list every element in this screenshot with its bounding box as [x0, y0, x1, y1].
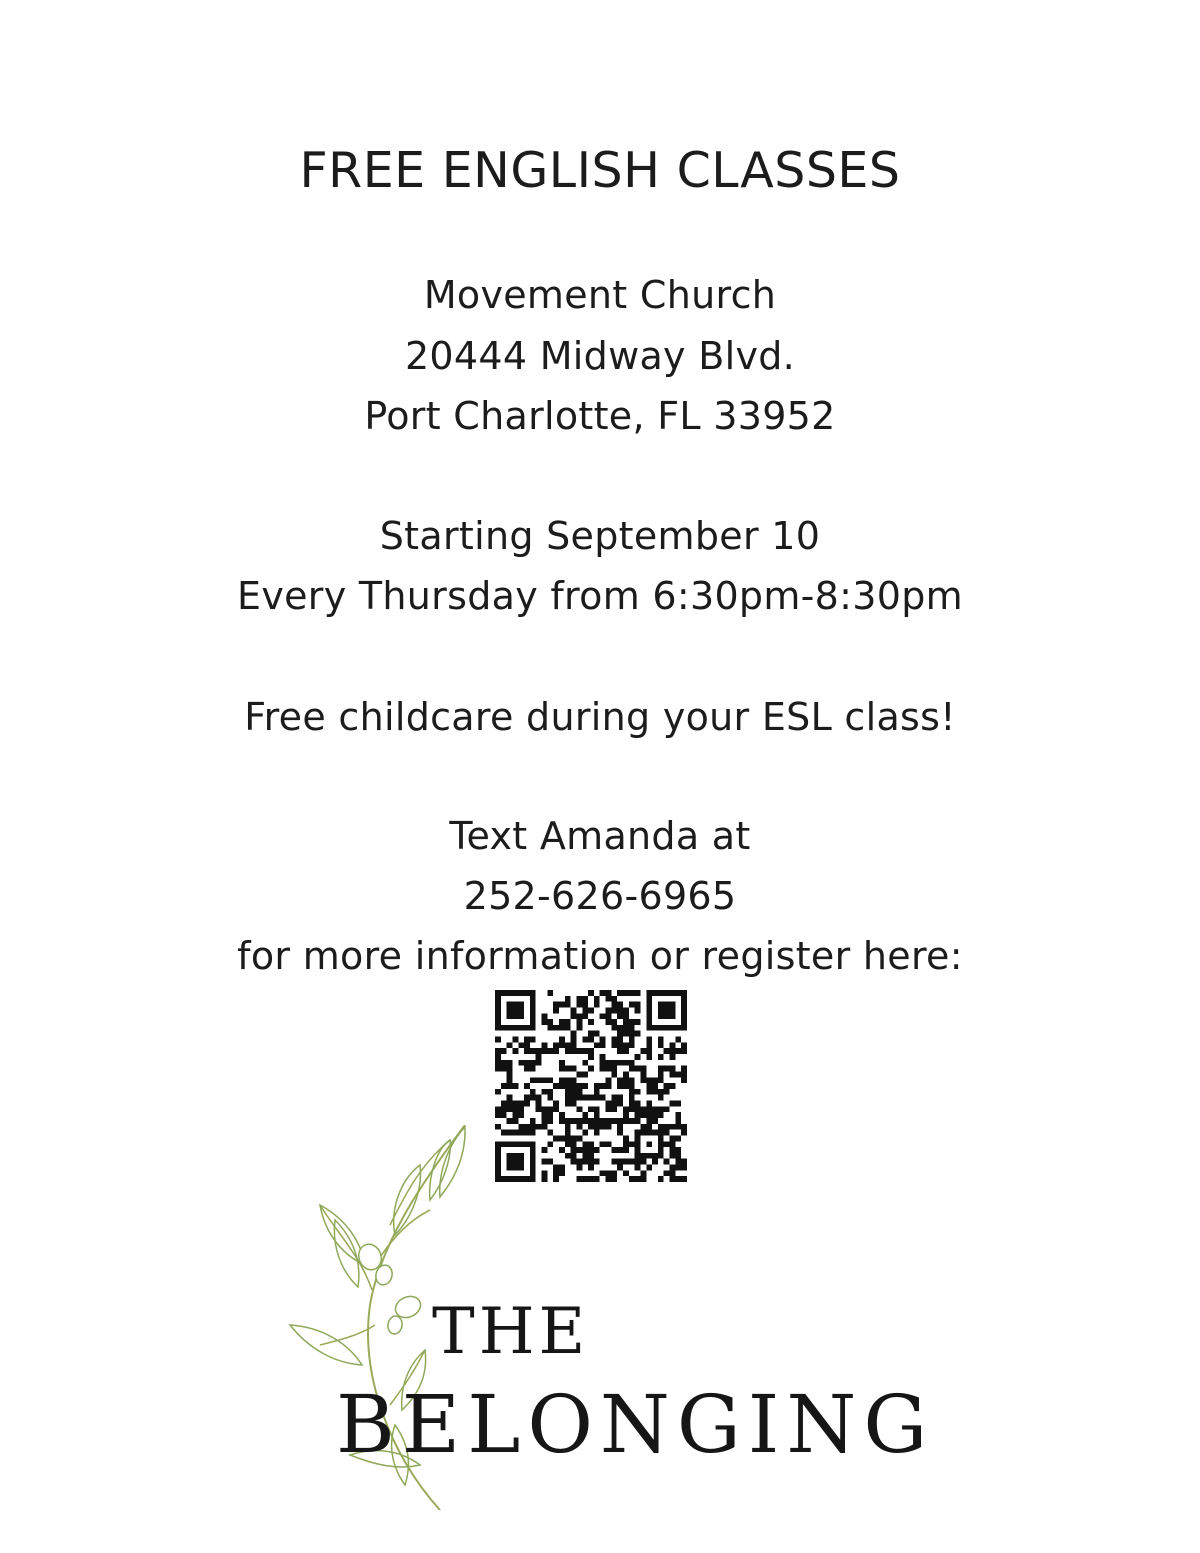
contact-text: Text Amanda at: [449, 814, 751, 858]
logo-belonging: BELONGING: [336, 1378, 935, 1471]
flyer-title: FREE ENGLISH CLASSES: [299, 141, 901, 199]
location-city: Port Charlotte, FL 33952: [364, 394, 836, 438]
contact-phone: 252-626-6965: [463, 874, 737, 918]
schedule-start: Starting September 10: [379, 514, 821, 558]
schedule-time: Every Thursday from 6:30pm-8:30pm: [237, 574, 963, 618]
location-street: 20444 Midway Blvd.: [404, 334, 796, 378]
qr-code-icon[interactable]: [495, 990, 687, 1182]
location-name: Movement Church: [423, 273, 777, 317]
logo-the: THE: [432, 1295, 590, 1369]
contact-register-text: for more information or register here:: [237, 934, 963, 978]
childcare-note: Free childcare during your ESL class!: [244, 695, 956, 739]
